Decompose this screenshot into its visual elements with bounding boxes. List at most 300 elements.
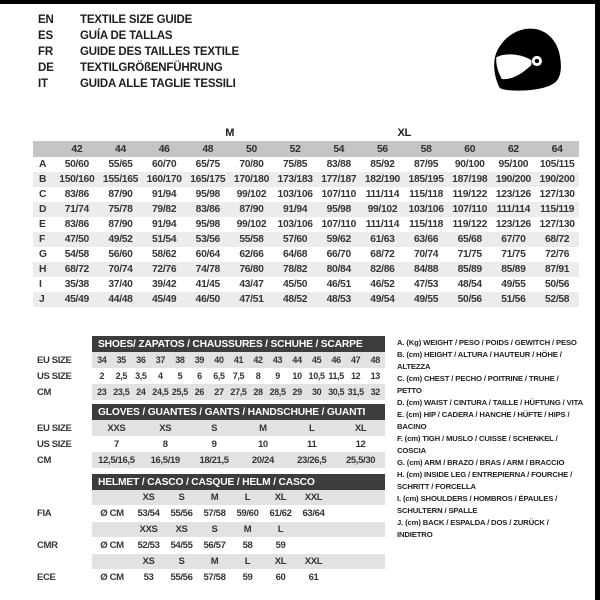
- size-value-cell: 46/50: [186, 292, 230, 307]
- gloves-value-cell: 18/21,5: [190, 452, 239, 468]
- size-value-cell: 65/68: [448, 232, 492, 247]
- textile-size-table: [33, 125, 579, 307]
- size-value-cell: 46/51: [326, 279, 351, 290]
- language-title: GUIDE DES TAILLES TEXTILE: [80, 46, 239, 58]
- gloves-value-cell: 20/24: [238, 452, 287, 468]
- shoes-value-cell: 26: [190, 384, 210, 400]
- legend-item: F. (cm) TIGH / MUSLO / CUISSE / SCHENKEL / COSCIA: [397, 434, 558, 455]
- gloves-title-row: [33, 404, 385, 420]
- helmet-size-header-cell: M: [198, 554, 231, 569]
- shoes-value-cell: 9: [275, 371, 280, 381]
- size-value-cell: 50/60: [64, 159, 89, 170]
- size-value-cell: 119/122: [452, 189, 488, 200]
- size-value-cell: 95/100: [498, 159, 529, 170]
- size-value-cell: 83/86: [186, 202, 230, 217]
- helmet-value-row-cmr: [33, 537, 385, 554]
- legend-item: B. (cm) HEIGHT / ALTURA / HAUTEUR / HÖHE / ALTEZZA: [397, 350, 562, 371]
- helmet-value-cell: 61/62: [269, 508, 292, 519]
- measurement-row-label: A: [39, 159, 47, 170]
- size-band-row: [33, 125, 579, 141]
- shoes-value-cell: 7,5: [232, 371, 245, 381]
- size-value-cell: 115/119: [535, 202, 579, 217]
- shoes-value-cell: 40: [209, 352, 229, 368]
- helmet-value-cell: 57/58: [203, 508, 226, 519]
- measurement-row-h: [33, 262, 579, 277]
- shoes-value-cell: 24,5: [151, 384, 171, 400]
- helmet-size-row-fia: [33, 490, 385, 505]
- gloves-value-cell: 23/26,5: [287, 452, 336, 468]
- size-value-cell: 51/54: [142, 232, 186, 247]
- legend-item: C. (cm) CHEST / PECHO / POITRINE / TRUHE / PETTO: [397, 374, 559, 395]
- shoes-row-label: CM: [37, 386, 52, 398]
- shoes-value-cell: 10,5: [308, 371, 325, 381]
- size-value-cell: 64/68: [282, 249, 308, 260]
- measurement-row-a: [33, 157, 579, 172]
- gloves-title-spacer: [33, 404, 92, 420]
- helmet-value-cell: 60: [275, 572, 286, 583]
- corner-cell: [33, 141, 55, 157]
- size-column-header: 52: [273, 141, 317, 157]
- gloves-value-cell: S: [190, 420, 239, 436]
- size-band-l: L: [273, 125, 360, 141]
- gloves-value-cell: 12: [355, 438, 366, 450]
- size-value-cell: 43/47: [239, 279, 264, 290]
- helmet-value-cell: 58: [242, 540, 253, 551]
- size-value-cell: 62/66: [239, 249, 264, 260]
- size-value-cell: 173/183: [273, 172, 317, 187]
- size-value-cell: 95/98: [317, 202, 361, 217]
- shoes-title-spacer: [33, 336, 92, 352]
- measurement-row-d: [33, 202, 579, 217]
- size-column-header: 48: [186, 141, 230, 157]
- size-band-s: S: [99, 125, 186, 141]
- helmet-value-row-fia: [33, 505, 385, 522]
- size-value-cell: 49/54: [361, 292, 405, 307]
- helmet-size-header-cell: XS: [165, 522, 198, 537]
- size-value-cell: 49/55: [404, 292, 448, 307]
- shoes-value-cell: 6: [197, 371, 202, 381]
- shoes-value-cell: 28: [248, 384, 268, 400]
- size-value-cell: 78/82: [273, 262, 317, 277]
- legend-item: A. (Kg) WEIGHT / PESO / POIDS / GEWITCH / PESO: [397, 338, 577, 347]
- helmet-unit-label: Ø CM: [100, 572, 124, 583]
- size-value-cell: 45/49: [55, 292, 99, 307]
- shoes-value-cell: 41: [229, 352, 249, 368]
- helmet-value-cell: 59: [242, 572, 253, 583]
- gloves-value-cell: XXS: [92, 420, 141, 436]
- shoes-value-cell: 6,5: [213, 371, 225, 381]
- size-value-cell: 61/63: [361, 232, 405, 247]
- size-value-cell: 48/53: [317, 292, 361, 307]
- helmet-size-header-cell: XL: [264, 490, 297, 505]
- shoes-size-table: [33, 336, 385, 400]
- shoes-value-cell: 13: [370, 371, 380, 381]
- size-value-cell: 52/58: [535, 292, 579, 307]
- measurement-row-label: F: [33, 232, 55, 247]
- size-value-cell: 59/62: [317, 232, 361, 247]
- size-value-cell: 48/52: [273, 292, 317, 307]
- measurement-row-f: [33, 232, 579, 247]
- helmet-size-header-cell: M: [231, 522, 264, 537]
- measurement-row-b: [33, 172, 579, 187]
- size-column-header: 46: [142, 141, 186, 157]
- helmet-standard-label: FIA: [37, 508, 52, 519]
- language-code: DE: [38, 62, 54, 74]
- size-value-cell: 58/62: [152, 249, 177, 260]
- language-title: GUÍA DE TALLAS: [80, 30, 173, 42]
- helmet-size-header-cell: XXL: [297, 554, 330, 569]
- size-value-cell: 45/50: [282, 279, 308, 290]
- shoes-table-title: SHOES/ ZAPATOS / CHAUSSURES / SCHUHE / SCARPE: [92, 336, 385, 352]
- size-value-cell: 107/110: [321, 189, 357, 200]
- shoes-value-cell: 29: [287, 384, 307, 400]
- size-value-cell: 95/98: [195, 219, 220, 230]
- shoes-value-cell: 8: [255, 371, 261, 381]
- gloves-value-cell: 25,5/30: [336, 452, 385, 468]
- size-value-cell: 82/86: [361, 262, 405, 277]
- size-value-cell: 111/114: [365, 219, 400, 230]
- language-row: [38, 28, 239, 44]
- right-border-bar: [595, 0, 600, 600]
- size-value-cell: 83/86: [64, 219, 89, 230]
- size-column-header: 60: [448, 141, 492, 157]
- size-value-cell: 83/86: [64, 189, 89, 200]
- size-value-cell: 91/94: [273, 202, 317, 217]
- size-value-cell: 71/74: [55, 202, 99, 217]
- language-row: [38, 12, 239, 28]
- helmet-size-table: [33, 474, 385, 586]
- size-value-cell: 50/56: [448, 292, 492, 307]
- legend-item: D. (cm) WAIST / CINTURA / TAILLE / HÜFTUNG / VITA: [397, 398, 583, 407]
- helmet-value-cell: 57/58: [203, 572, 226, 583]
- shoes-value-cell: 23,5: [112, 384, 132, 400]
- gloves-value-cell: 12,5/16,5: [92, 452, 141, 468]
- shoes-value-cell: 43: [268, 352, 288, 368]
- helmet-size-header-cell: XS: [132, 490, 165, 505]
- size-value-cell: 105/115: [539, 159, 575, 170]
- shoes-value-cell: 27,5: [229, 384, 249, 400]
- size-value-cell: 35/38: [64, 279, 89, 290]
- shoes-value-cell: 25,5: [170, 384, 190, 400]
- size-value-cell: 99/102: [236, 189, 267, 200]
- helmet-size-filler: [330, 554, 385, 569]
- size-value-cell: 85/89: [448, 262, 492, 277]
- size-band-xl: XL: [361, 125, 448, 141]
- shoes-value-cell: 30: [307, 384, 327, 400]
- size-value-cell: 72/76: [544, 249, 570, 260]
- size-value-cell: 46/52: [370, 279, 395, 290]
- size-value-cell: 80/84: [317, 262, 361, 277]
- size-value-cell: 72/76: [142, 262, 186, 277]
- gloves-row-label: EU SIZE: [37, 422, 72, 434]
- size-value-cell: 91/94: [152, 219, 177, 230]
- size-value-cell: 182/190: [361, 172, 405, 187]
- size-value-cell: 51/56: [492, 292, 536, 307]
- size-value-cell: 71/75: [501, 249, 526, 260]
- gloves-value-cell: 10: [257, 438, 268, 450]
- gloves-value-cell: 9: [211, 438, 217, 450]
- size-band-xxl: XXL: [448, 125, 535, 141]
- language-code: EN: [38, 14, 54, 26]
- helmet-value-cell: 53: [143, 572, 154, 583]
- shoes-row-eu-size: [33, 352, 385, 368]
- size-value-cell: 103/106: [277, 189, 313, 200]
- shoes-value-cell: 3,5: [135, 371, 147, 381]
- legend-item: E. (cm) HIP / CADERA / HANCHE / HÜFTE / HIPS / BACINO: [397, 410, 570, 431]
- helmet-title-spacer: [33, 474, 92, 490]
- helmet-size-filler: [330, 522, 385, 537]
- shoes-value-cell: 11,5: [328, 371, 344, 381]
- shoes-value-cell: 30,5: [326, 384, 346, 400]
- helmet-size-label-spacer: [33, 522, 92, 537]
- helmet-value-cell: 53/54: [137, 508, 160, 519]
- shoes-row-label: US SIZE: [37, 370, 72, 382]
- shoes-value-cell: 42: [248, 352, 268, 368]
- helmet-size-header-cell: XL: [264, 554, 297, 569]
- measurement-row-label: H: [33, 262, 55, 277]
- helmet-size-header-cell: M: [198, 490, 231, 505]
- helmet-size-header-cell: XXL: [297, 490, 330, 505]
- helmet-value-cell: 59: [275, 540, 286, 551]
- helmet-size-label-spacer: [33, 554, 92, 569]
- helmet-size-label-spacer: [33, 490, 92, 505]
- legend-item: G. (cm) ARM / BRAZO / BRAS / ARM / BRACCIO: [397, 458, 565, 467]
- size-value-cell: 57/60: [273, 232, 317, 247]
- size-value-cell: 56/60: [108, 249, 133, 260]
- size-value-cell: 66/70: [326, 249, 351, 260]
- helmet-value-cell: 56/57: [203, 540, 226, 551]
- helmet-size-filler: [330, 490, 385, 505]
- helmet-size-header-cell: L: [264, 522, 297, 537]
- size-column-header: 64: [535, 141, 579, 157]
- measurement-row-e: [33, 217, 579, 232]
- shoes-value-cell: 44: [287, 352, 307, 368]
- size-value-cell: 127/130: [539, 189, 575, 200]
- size-value-cell: 115/118: [409, 219, 444, 230]
- size-value-cell: 76/80: [230, 262, 274, 277]
- shoes-value-cell: 10: [292, 371, 302, 381]
- size-column-header: 56: [361, 141, 405, 157]
- size-value-cell: 123/126: [495, 189, 531, 200]
- helmet-unit-label: Ø CM: [100, 508, 124, 519]
- helmet-value-cell: 55/56: [170, 508, 193, 519]
- size-column-header: 42: [55, 141, 99, 157]
- helmet-size-header-cell: XXS: [132, 522, 165, 537]
- size-value-cell: 127/130: [539, 219, 575, 230]
- size-value-cell: 49/55: [501, 279, 526, 290]
- helmet-value-filler: [330, 505, 385, 522]
- helmet-size-header-cell: [297, 522, 330, 537]
- measurement-legend: [397, 337, 585, 541]
- size-value-cell: 87/95: [413, 159, 439, 170]
- size-value-cell: 87/90: [230, 202, 274, 217]
- language-row: [38, 44, 239, 60]
- size-value-cell: 170/180: [230, 172, 274, 187]
- size-value-cell: 87/90: [108, 189, 133, 200]
- size-value-cell: 49/52: [99, 232, 143, 247]
- size-value-cell: 70/74: [413, 249, 439, 260]
- shoes-value-cell: 28,5: [268, 384, 288, 400]
- legend-item: J. (cm) BACK / ESPALDA / DOS / ZURÜCK / INDIETRO: [397, 518, 549, 539]
- size-value-cell: 71/75: [457, 249, 482, 260]
- helmet-unit-label: Ø CM: [100, 540, 124, 551]
- shoes-value-cell: 48: [365, 352, 385, 368]
- shoes-value-cell: 47: [346, 352, 366, 368]
- language-code: ES: [38, 30, 53, 42]
- size-value-cell: 111/114: [492, 202, 536, 217]
- helmet-value-cell: 54/55: [170, 540, 193, 551]
- shoes-value-cell: 46: [326, 352, 346, 368]
- size-value-cell: 68/72: [55, 262, 99, 277]
- size-value-cell: 70/74: [99, 262, 143, 277]
- shoes-value-cell: 24: [131, 384, 151, 400]
- size-column-header: 62: [492, 141, 536, 157]
- gloves-value-cell: 11: [307, 438, 317, 450]
- helmet-value-cell: 55/56: [170, 572, 193, 583]
- helmet-size-header-cell: L: [231, 554, 264, 569]
- measurement-row-i: [33, 277, 579, 292]
- gloves-value-cell: XS: [141, 420, 190, 436]
- size-value-cell: 47/50: [55, 232, 99, 247]
- gloves-value-cell: XL: [336, 420, 385, 436]
- measurement-row-label: C: [39, 189, 47, 200]
- language-header: [38, 12, 239, 92]
- size-value-cell: 90/100: [454, 159, 485, 170]
- shoes-row-cm: [33, 384, 385, 400]
- size-value-cell: 150/160: [55, 172, 99, 187]
- helmet-unit-spacer: [92, 490, 132, 505]
- size-value-cell: 99/102: [361, 202, 405, 217]
- helmet-size-header-cell: S: [198, 522, 231, 537]
- shoes-value-cell: 39: [190, 352, 210, 368]
- shoes-value-cell: 37: [151, 352, 171, 368]
- size-value-cell: 47/53: [413, 279, 439, 290]
- size-value-cell: 103/106: [277, 219, 313, 230]
- size-value-cell: 60/70: [152, 159, 177, 170]
- gloves-table-title: GLOVES / GUANTES / GANTS / HANDSCHUHE / GUANTI: [92, 404, 385, 420]
- size-value-cell: 60/64: [195, 249, 220, 260]
- gloves-value-cell: 7: [113, 438, 119, 450]
- shoes-value-cell: 35: [112, 352, 132, 368]
- shoes-value-cell: 2: [99, 371, 105, 381]
- measurement-row-g: [33, 247, 579, 262]
- racing-helmet-icon: [487, 16, 565, 106]
- size-value-cell: 54/58: [64, 249, 89, 260]
- size-value-cell: 177/187: [317, 172, 361, 187]
- size-value-cell: 67/70: [492, 232, 536, 247]
- helmet-title-row: [33, 474, 385, 490]
- size-value-cell: 99/102: [236, 219, 267, 230]
- size-value-cell: 39/42: [152, 279, 177, 290]
- size-value-cell: 74/78: [186, 262, 230, 277]
- shoes-value-cell: 5: [177, 371, 183, 381]
- size-column-header: 44: [99, 141, 143, 157]
- language-title: TEXTILE SIZE GUIDE: [80, 14, 193, 26]
- band-spacer: [535, 125, 579, 141]
- helmet-value-filler: [330, 569, 385, 586]
- shoes-value-cell: 31,5: [346, 384, 366, 400]
- size-value-cell: 75/85: [282, 159, 308, 170]
- shoes-value-cell: 38: [170, 352, 190, 368]
- size-value-cell: 48/54: [457, 279, 482, 290]
- measurement-row-label: D: [33, 202, 55, 217]
- helmet-value-row-ece: [33, 569, 385, 586]
- size-value-cell: 44/48: [99, 292, 143, 307]
- size-value-cell: 115/118: [409, 189, 444, 200]
- helmet-size-header-cell: S: [165, 554, 198, 569]
- size-value-cell: 55/65: [108, 159, 133, 170]
- size-value-cell: 119/122: [452, 219, 488, 230]
- language-title: TEXTILGRÖßENFÜHRUNG: [80, 62, 223, 74]
- shoes-value-cell: 4: [158, 371, 163, 381]
- helmet-unit-spacer: [92, 554, 132, 569]
- helmet-size-row-cmr: [33, 522, 385, 537]
- size-value-cell: 41/45: [195, 279, 220, 290]
- shoes-row-us-size: [33, 368, 385, 384]
- helmet-value-filler: [330, 537, 385, 554]
- measurement-row-j: [33, 292, 579, 307]
- helmet-unit-spacer: [92, 522, 132, 537]
- measurement-row-c: [33, 187, 579, 202]
- language-title: GUIDA ALLE TAGLIE TESSILI: [80, 78, 236, 90]
- size-column-header: 58: [404, 141, 448, 157]
- top-border-bar: [0, 0, 600, 4]
- gloves-value-cell: M: [238, 420, 287, 436]
- shoes-title-row: [33, 336, 385, 352]
- size-value-cell: 75/78: [99, 202, 143, 217]
- size-value-cell: 65/75: [195, 159, 220, 170]
- helmet-value-cell: [297, 537, 330, 554]
- size-value-cell: 53/56: [186, 232, 230, 247]
- size-band-m: M: [186, 125, 273, 141]
- size-value-cell: 165/175: [186, 172, 230, 187]
- shoes-value-cell: 12: [351, 371, 361, 381]
- size-value-cell: 63/66: [404, 232, 448, 247]
- language-row: [38, 60, 239, 76]
- gloves-value-cell: 16,5/19: [141, 452, 190, 468]
- gloves-row-label: US SIZE: [37, 438, 72, 450]
- size-value-cell: 87/91: [535, 262, 579, 277]
- shoes-value-cell: 23: [92, 384, 112, 400]
- language-code: FR: [38, 46, 53, 58]
- size-value-cell: 111/114: [365, 189, 400, 200]
- shoes-value-cell: 36: [131, 352, 151, 368]
- shoes-value-cell: 27: [209, 384, 229, 400]
- helmet-value-cell: 52/53: [137, 540, 160, 551]
- size-value-cell: 84/88: [404, 262, 448, 277]
- size-value-cell: 85/92: [370, 159, 395, 170]
- size-value-cell: 185/195: [404, 172, 448, 187]
- size-column-header: 50: [230, 141, 274, 157]
- size-value-cell: 79/82: [142, 202, 186, 217]
- size-value-cell: 85/89: [492, 262, 536, 277]
- helmet-table-title: HELMET / CASCO / CASQUE / HELM / CASCO: [92, 474, 385, 490]
- helmet-standard-label: CMR: [37, 540, 58, 551]
- size-value-cell: 187/198: [448, 172, 492, 187]
- shoes-value-cell: 32: [365, 384, 385, 400]
- measurement-row-label: E: [39, 219, 46, 230]
- legend-item: I. (cm) SHOULDERS / HOMBROS / ÉPAULES / SCHULTERN / SPALLE: [397, 494, 558, 515]
- measurement-row-label: B: [33, 172, 55, 187]
- gloves-row-us-size: [33, 436, 385, 452]
- size-value-cell: 160/170: [142, 172, 186, 187]
- language-code: IT: [38, 78, 48, 90]
- shoes-value-cell: 2,5: [115, 371, 128, 381]
- size-number-header-row: [33, 141, 579, 157]
- helmet-size-header-cell: XS: [132, 554, 165, 569]
- helmet-size-header-cell: S: [165, 490, 198, 505]
- gloves-value-cell: L: [287, 420, 336, 436]
